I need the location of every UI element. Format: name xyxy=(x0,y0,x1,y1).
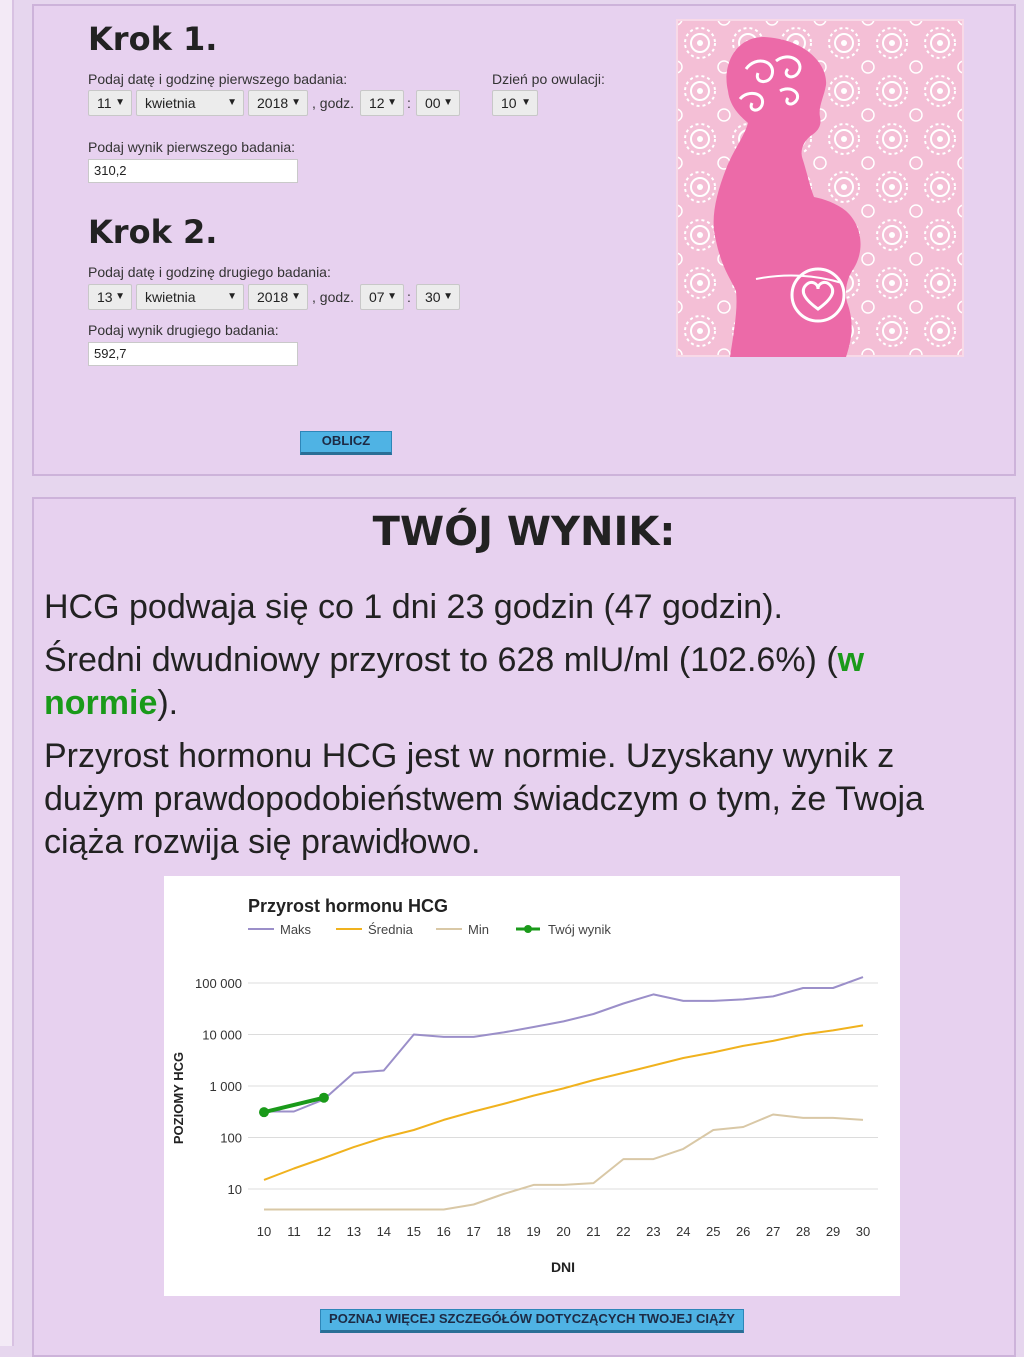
chevron-down-icon: ▼ xyxy=(387,97,397,108)
step2-minute-select[interactable] xyxy=(416,284,460,310)
step2-month-value: kwietnia xyxy=(145,289,196,305)
dpo-value: 10 xyxy=(501,95,517,111)
y-axis-label: POZIOMY HCG xyxy=(171,1051,186,1145)
chevron-down-icon: ▼ xyxy=(291,97,301,108)
chevron-down-icon: ▼ xyxy=(115,291,125,302)
doubling-time-text: HCG podwaja się co 1 dni 23 godzin (47 godzin). xyxy=(44,588,783,626)
step2-date-label: Podaj datę i godzinę drugiego badania: xyxy=(88,264,331,280)
hcg-chart-card xyxy=(164,876,900,1296)
series-line xyxy=(264,1025,863,1180)
y-tick-label: 100 000 xyxy=(195,976,242,991)
legend-label: Średnia xyxy=(368,922,413,937)
legend-label: Min xyxy=(468,922,489,937)
result-title: TWÓJ WYNIK: xyxy=(372,509,676,555)
x-axis-ticks xyxy=(257,1224,870,1239)
x-tick-label: 12 xyxy=(316,1224,332,1239)
x-tick-label: 27 xyxy=(765,1224,781,1239)
chevron-down-icon: ▼ xyxy=(227,97,237,108)
step2-hour-value: 07 xyxy=(369,289,385,305)
chart-series xyxy=(259,977,863,1209)
calculate-button[interactable]: OBLICZ xyxy=(300,431,392,455)
hcg-chart xyxy=(164,876,900,1296)
dpo-select[interactable] xyxy=(492,90,538,116)
series-line xyxy=(264,1115,863,1210)
y-tick-label: 10 xyxy=(227,1182,242,1197)
x-tick-label: 16 xyxy=(436,1224,451,1239)
step2-year-select[interactable] xyxy=(248,284,308,310)
x-tick-label: 10 xyxy=(256,1224,272,1239)
step1-month-value: kwietnia xyxy=(145,95,196,111)
x-tick-label: 13 xyxy=(346,1224,362,1239)
x-tick-label: 26 xyxy=(735,1224,751,1239)
step2-minute-value: 30 xyxy=(425,289,441,305)
chevron-down-icon: ▼ xyxy=(443,97,453,108)
step2-colon: : xyxy=(407,289,411,305)
form-panel xyxy=(32,4,1016,476)
x-axis-label: DNI xyxy=(550,1259,576,1275)
legend-label: Twój wynik xyxy=(548,922,611,937)
normal-status-label: w normie xyxy=(44,641,865,722)
step1-month-select[interactable] xyxy=(136,90,244,116)
x-tick-label: 17 xyxy=(466,1224,481,1239)
chevron-down-icon: ▼ xyxy=(443,291,453,302)
step1-godz-label: , godz. xyxy=(312,95,355,111)
x-tick-label: 11 xyxy=(287,1224,301,1239)
average-increase-end: ). xyxy=(157,684,179,722)
chart-grid xyxy=(248,983,878,1189)
x-tick-label: 30 xyxy=(855,1224,871,1239)
step2-month-select[interactable] xyxy=(136,284,244,310)
x-tick-label: 18 xyxy=(496,1224,511,1239)
step2-title: Krok 2. xyxy=(88,213,218,251)
series-line xyxy=(264,1098,324,1113)
data-point xyxy=(259,1107,269,1117)
y-axis-ticks xyxy=(195,976,242,1197)
series-line xyxy=(264,977,863,1111)
chevron-down-icon: ▼ xyxy=(115,97,125,108)
y-tick-label: 1 000 xyxy=(209,1079,242,1094)
x-tick-label: 25 xyxy=(706,1224,721,1239)
step2-result-input[interactable]: 592,7 xyxy=(88,342,298,366)
x-tick-label: 29 xyxy=(825,1224,841,1239)
x-tick-label: 23 xyxy=(646,1224,661,1239)
chart-title: Przyrost hormonu HCG xyxy=(248,896,449,916)
step1-minute-select[interactable] xyxy=(416,90,460,116)
x-tick-label: 15 xyxy=(406,1224,421,1239)
step2-hour-select[interactable] xyxy=(360,284,404,310)
step1-day-value: 11 xyxy=(97,95,112,111)
step1-date-label: Podaj datę i godzinę pierwszego badania: xyxy=(88,71,348,87)
step1-result-input[interactable]: 310,2 xyxy=(88,159,298,183)
step1-result-label: Podaj wynik pierwszego badania: xyxy=(88,139,296,155)
average-increase-text xyxy=(44,639,994,725)
x-tick-label: 21 xyxy=(586,1224,601,1239)
step2-result-label: Podaj wynik drugiego badania: xyxy=(88,322,279,338)
legend-label: Maks xyxy=(280,922,312,937)
chevron-down-icon: ▼ xyxy=(227,291,237,302)
average-increase-main: Średni dwudniowy przyrost to 628 mlU/ml (102.6%) ( xyxy=(44,641,838,679)
dpo-label: Dzień po owulacji: xyxy=(492,71,605,87)
x-tick-label: 20 xyxy=(556,1224,571,1239)
step1-day-select[interactable] xyxy=(88,90,132,116)
step1-hour-select[interactable] xyxy=(360,90,404,116)
left-rail xyxy=(0,0,14,1346)
x-tick-label: 14 xyxy=(376,1224,392,1239)
chevron-down-icon: ▼ xyxy=(521,97,531,108)
interpretation-text: Przyrost hormonu HCG jest w normie. Uzyskany wynik z dużym prawdopodobieństwem świadczym o tym, że Twoja ciąża rozwija się prawidłowo. xyxy=(44,737,924,861)
step2-godz-label: , godz. xyxy=(312,289,355,305)
step1-year-select[interactable] xyxy=(248,90,308,116)
step1-year-value: 2018 xyxy=(257,95,289,111)
result-panel xyxy=(32,497,1016,1357)
step2-day-select[interactable] xyxy=(88,284,132,310)
x-tick-label: 24 xyxy=(676,1224,691,1239)
step1-colon: : xyxy=(407,95,411,111)
x-tick-label: 22 xyxy=(616,1224,631,1239)
legend-marker xyxy=(524,925,532,933)
x-tick-label: 19 xyxy=(526,1224,541,1239)
pregnant-silhouette-icon xyxy=(676,19,964,357)
step1-minute-value: 00 xyxy=(425,95,441,111)
chart-legend xyxy=(248,922,611,937)
step2-day-value: 13 xyxy=(97,289,113,305)
step1-title: Krok 1. xyxy=(88,20,218,58)
y-tick-label: 100 xyxy=(220,1130,242,1146)
more-details-button[interactable]: POZNAJ WIĘCEJ SZCZEGÓŁÓW DOTYCZĄCYCH TWOJEJ CIĄŻY xyxy=(320,1309,744,1333)
step1-hour-value: 12 xyxy=(369,95,385,111)
step2-year-value: 2018 xyxy=(257,289,289,305)
x-tick-label: 28 xyxy=(795,1224,811,1239)
y-tick-label: 10 000 xyxy=(202,1027,242,1043)
data-point xyxy=(319,1093,329,1103)
chevron-down-icon: ▼ xyxy=(291,291,301,302)
chevron-down-icon: ▼ xyxy=(387,291,397,302)
